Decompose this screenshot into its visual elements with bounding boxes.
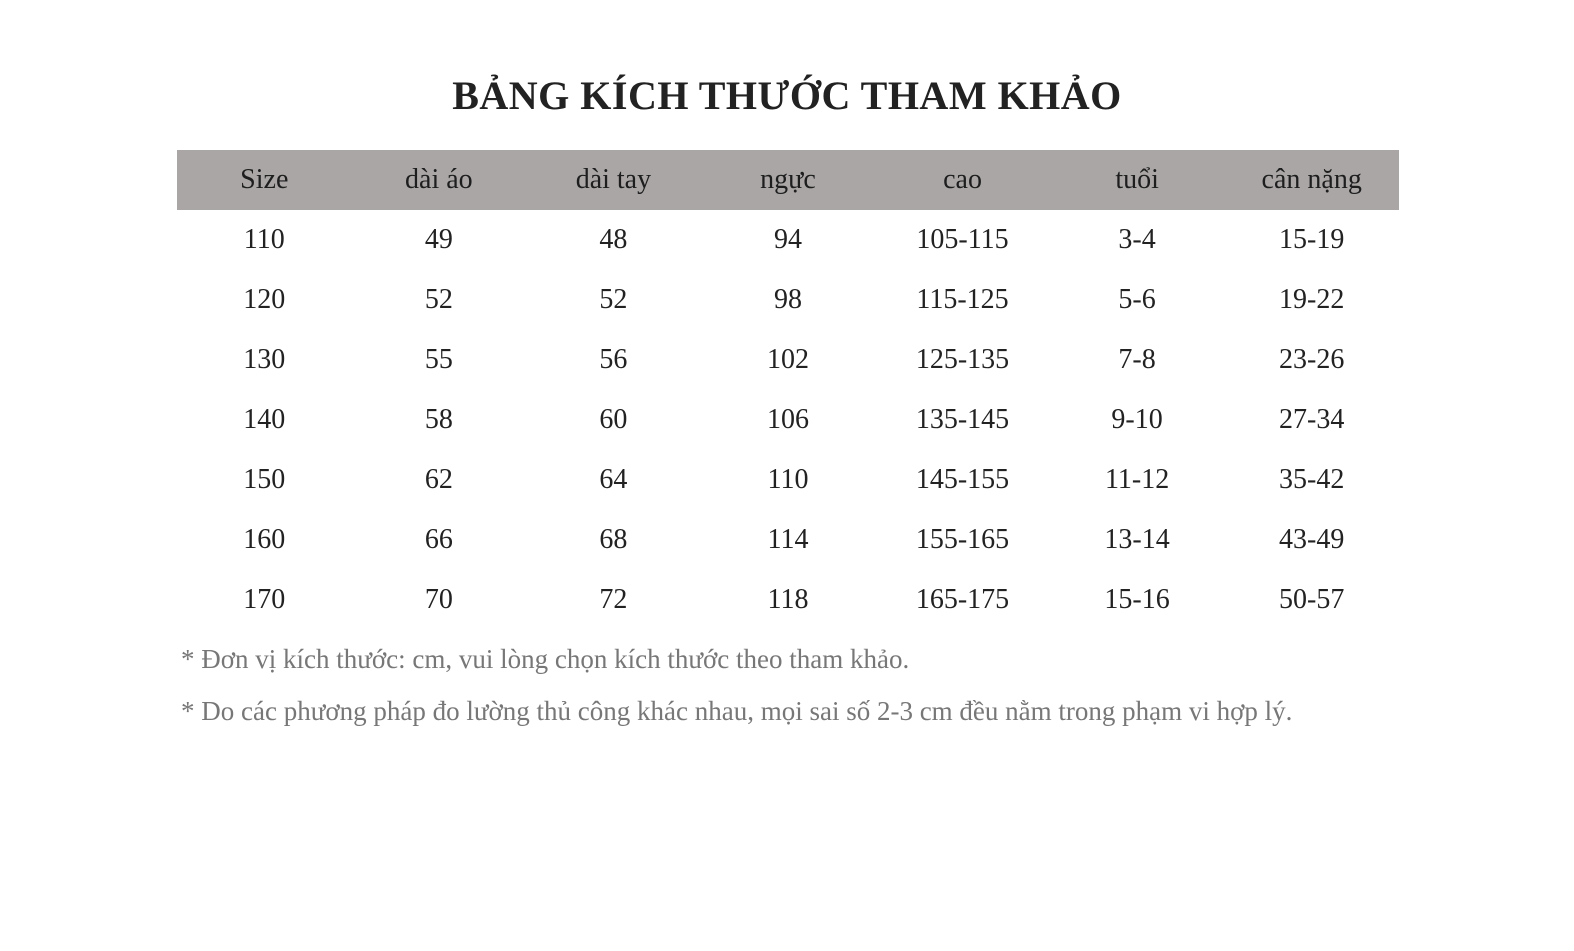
table-row: [177, 390, 1399, 450]
table-row: [177, 570, 1399, 630]
table-cell: 9-10: [1111, 404, 1163, 435]
table-cell: 50-57: [1279, 584, 1345, 615]
table-cell: 35-42: [1279, 464, 1345, 495]
table-cell: 114: [767, 524, 809, 555]
table-cell: 102: [766, 344, 809, 375]
page-title: BẢNG KÍCH THƯỚC THAM KHẢO: [452, 73, 1122, 118]
table-cell: 94: [773, 224, 802, 255]
table-cell: 115-125: [916, 284, 1009, 315]
table-cell: 52: [599, 284, 628, 315]
table-cell: 170: [243, 584, 286, 615]
table-cell: 5-6: [1118, 284, 1156, 315]
table-cell: 56: [599, 344, 628, 375]
table-cell: 110: [767, 464, 809, 495]
table-cell: 155-165: [915, 524, 1010, 555]
table-row: [177, 330, 1399, 390]
table-cell: 19-22: [1279, 284, 1345, 315]
table-cell: 140: [243, 404, 286, 435]
table-cell: 110: [243, 224, 285, 255]
header-sleeve-length: dài tay: [575, 164, 652, 195]
table-cell: 48: [599, 224, 628, 255]
size-notes: [181, 640, 1391, 744]
size-chart-table: [177, 150, 1399, 630]
note-tolerance: * Do các phương pháp đo lường thủ công khác nhau, mọi sai số 2-3 cm đều nằm trong phạm vi hợp lý.: [181, 696, 1293, 726]
table-cell: 120: [243, 284, 286, 315]
table-cell: 23-26: [1279, 344, 1345, 375]
table-cell: 160: [243, 524, 286, 555]
table-cell: 64: [599, 464, 628, 495]
table-cell: 52: [424, 284, 453, 315]
table-row: [177, 210, 1399, 270]
table-cell: 150: [243, 464, 286, 495]
table-cell: 165-175: [915, 584, 1010, 615]
table-cell: 106: [766, 404, 809, 435]
header-height: cao: [943, 164, 982, 195]
header-age: tuổi: [1115, 164, 1159, 195]
header-shirt-length: dài áo: [405, 164, 473, 195]
table-row: [177, 510, 1399, 570]
table-cell: 145-155: [915, 464, 1010, 495]
table-cell: 43-49: [1279, 524, 1345, 555]
header-weight: cân nặng: [1261, 164, 1362, 195]
table-cell: 70: [424, 584, 453, 615]
table-cell: 55: [424, 344, 453, 375]
table-cell: 98: [773, 284, 802, 315]
table-cell: 125-135: [915, 344, 1010, 375]
table-cell: 130: [243, 344, 286, 375]
table-cell: 15-19: [1279, 224, 1345, 255]
table-header-row: [177, 150, 1399, 210]
header-chest: ngực: [760, 164, 816, 195]
note-unit: * Đơn vị kích thước: cm, vui lòng chọn kích thước theo tham khảo.: [181, 644, 910, 674]
table-cell: 49: [424, 224, 453, 255]
table-cell: 3-4: [1118, 224, 1156, 255]
table-cell: 11-12: [1104, 464, 1170, 495]
table-cell: 62: [424, 464, 453, 495]
table-cell: 7-8: [1118, 344, 1156, 375]
table-cell: 58: [424, 404, 453, 435]
table-header: [177, 150, 1399, 210]
table-cell: 13-14: [1104, 524, 1170, 555]
table-cell: 105-115: [916, 224, 1009, 255]
table-cell: 27-34: [1279, 404, 1345, 435]
table-cell: 72: [599, 584, 628, 615]
header-size: Size: [240, 164, 289, 195]
table-cell: 135-145: [915, 404, 1010, 435]
table-cell: 15-16: [1104, 584, 1170, 615]
table-cell: 66: [424, 524, 453, 555]
table-body: [177, 210, 1399, 630]
table-row: [177, 270, 1399, 330]
table-cell: 60: [599, 404, 628, 435]
table-cell: 68: [599, 524, 628, 555]
table-cell: 118: [767, 584, 809, 615]
table-row: [177, 450, 1399, 510]
